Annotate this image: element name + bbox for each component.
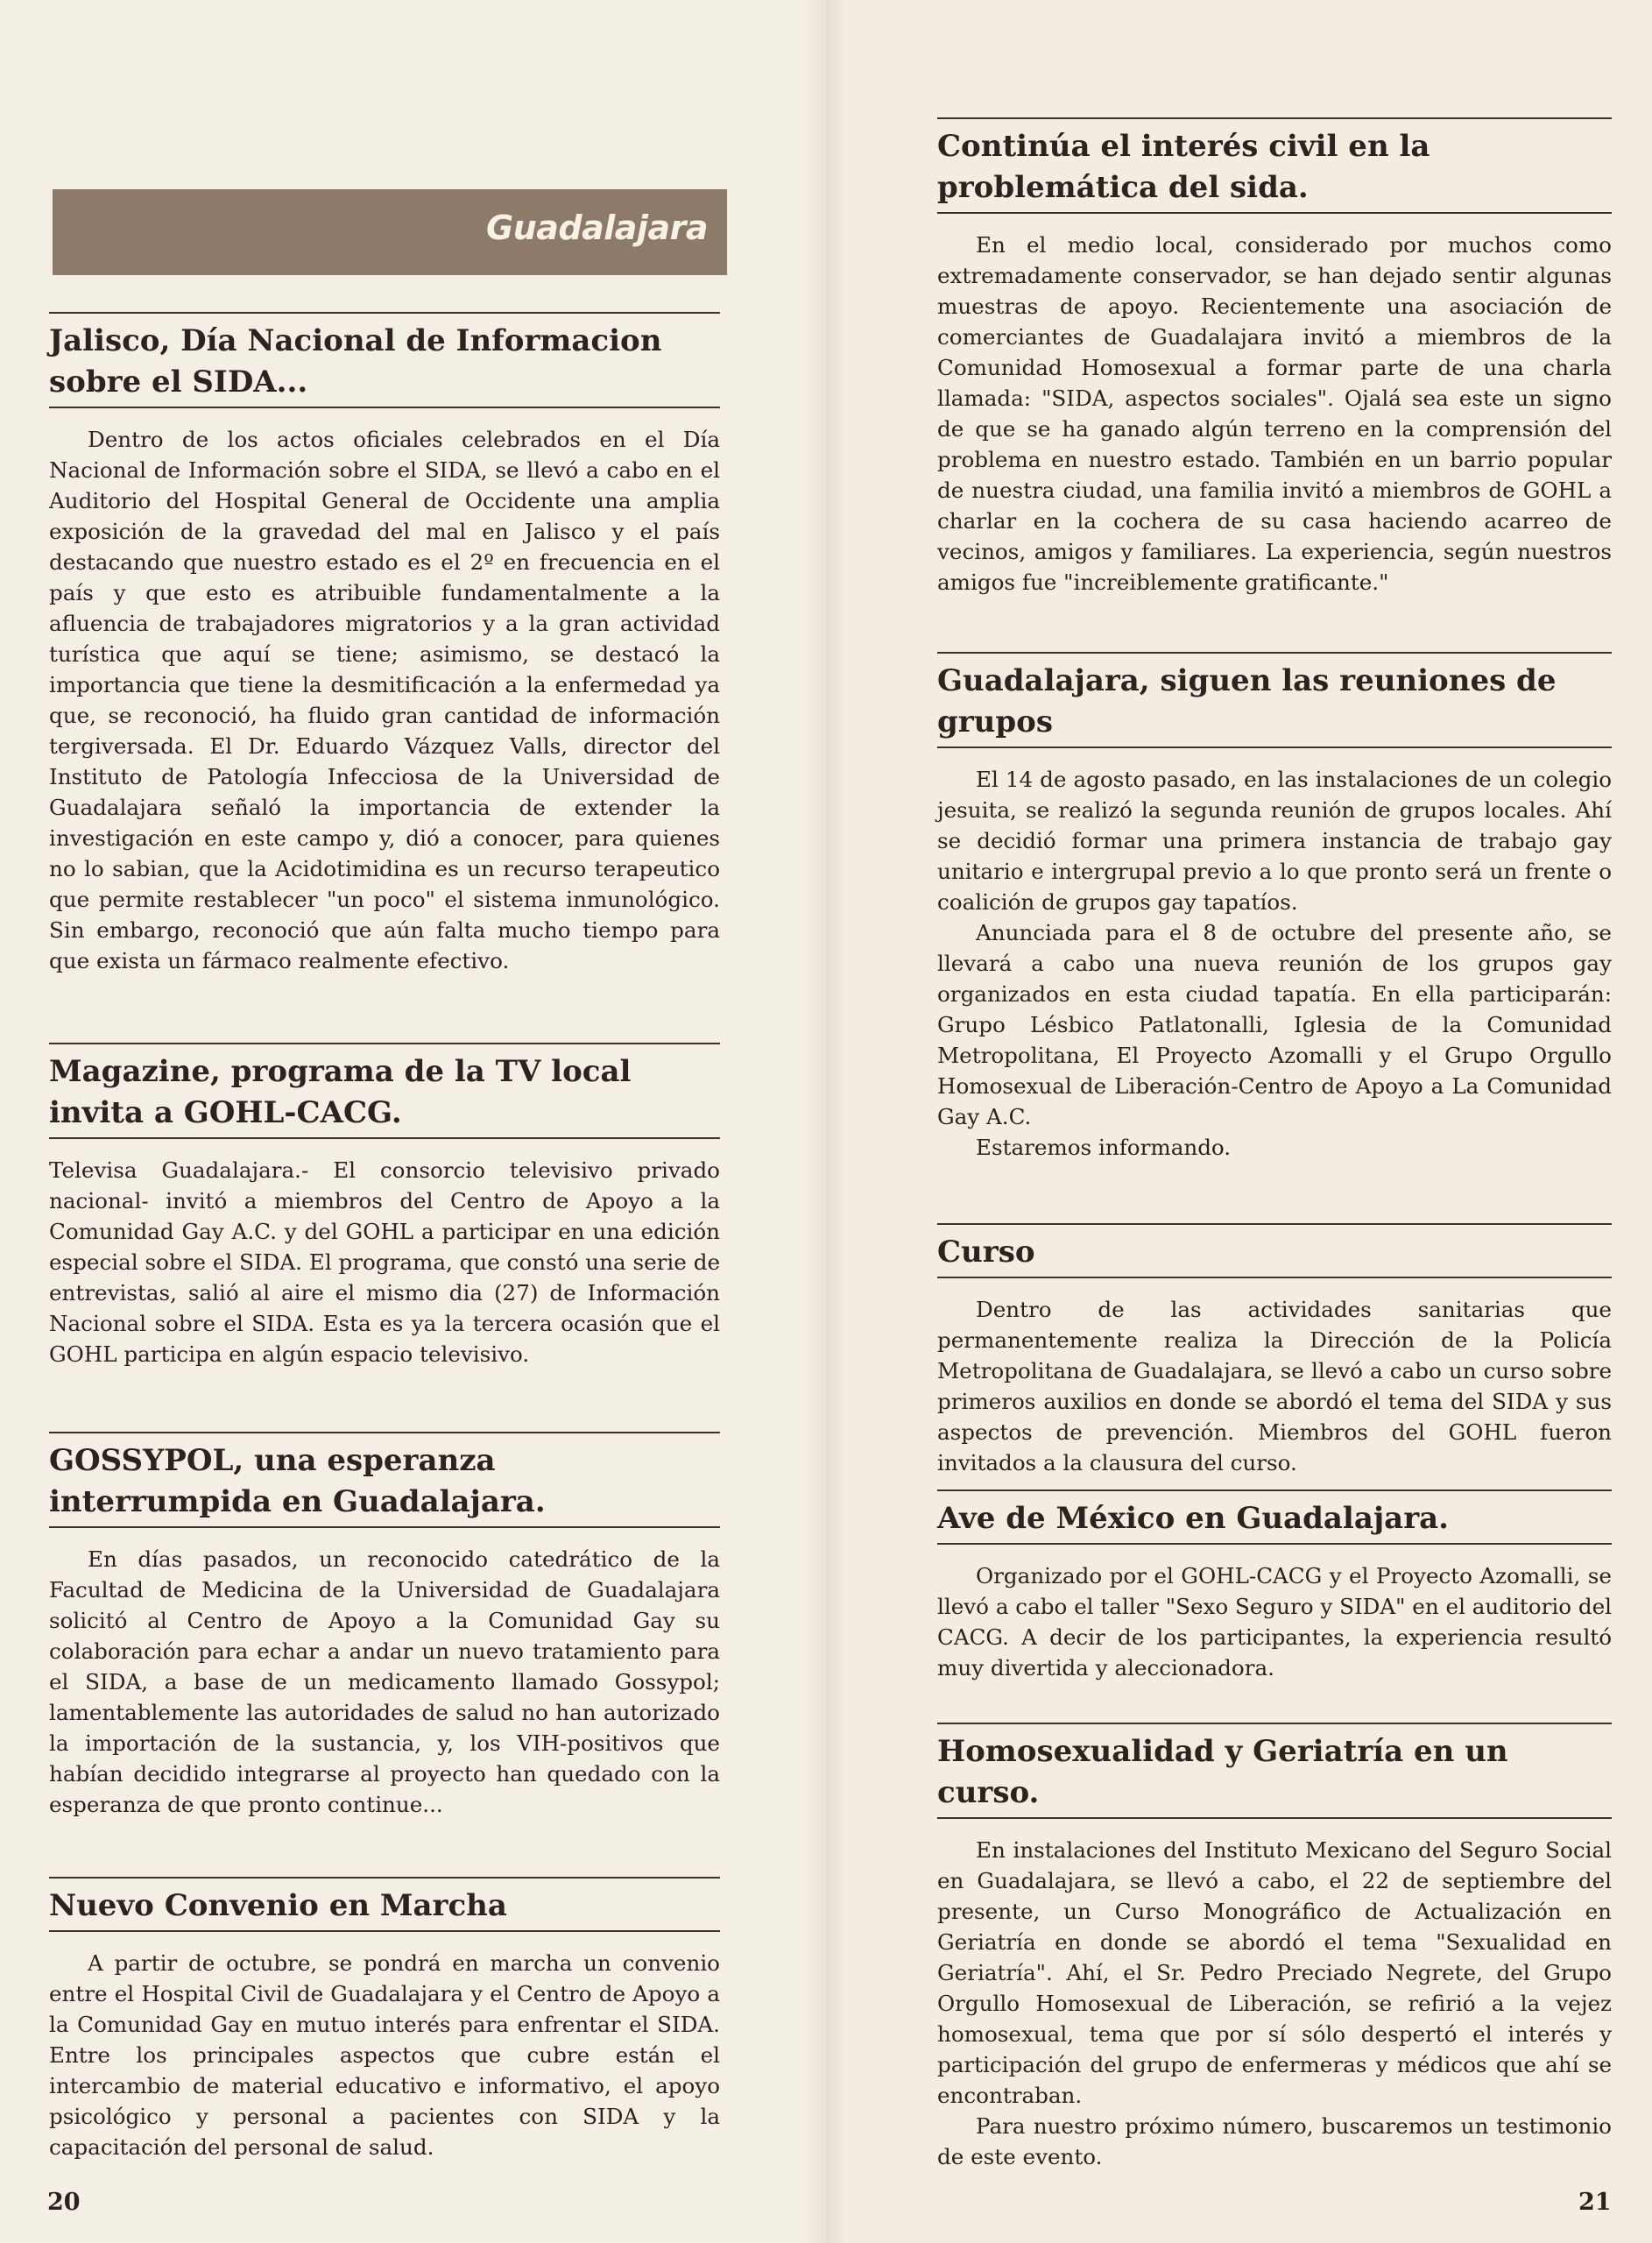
section-banner [53,189,727,275]
article-paragraph: A partir de octubre, se pondrá en marcha un convenio entre el Hospital Civil de Guadalajara y el Centro de Apoyo a la Comunidad Gay en mutuo interés para enfrentar el SIDA. Entre los principales aspectos que cubre están el intercambio de material educativo e informativo, el apoyo psicológico y personal a pacientes con SIDA y la capacitación del personal de salud. [49,1950,720,2160]
section-banner-label: Guadalajara [486,209,708,247]
article-body [49,1155,720,1369]
article-jalisco-dia-nacional [49,312,720,976]
rule [937,1543,1612,1545]
page-number-right: 21 [1578,2189,1612,2216]
article-interes-civil [937,117,1612,598]
article-paragraph: Anunciada para el 8 de octubre del presente año, se llevará a cabo una nueva reunión de los grupos gay organizados en esta ciudad tapatía. En ella participarán: Grupo Lésbico Patlatonalli, Iglesia de la Comunidad Metropolitana, El Proyecto Azomalli y el Grupo Orgullo Homosexual de Liberación-Centro de Apoyo a La Comunidad Gay A.C. [937,920,1612,1129]
rule [937,117,1612,119]
article-paragraph: En días pasados, un reconocido catedrático de la Facultad de Medicina de la Universidad de Guadalajara solicitó al Centro de Apoyo a la Comunidad Gay su colaboración para echar a andar un nuevo tratamiento para el SIDA, a base de un medicamento llamado Gossypol; lamentablemente las autoridades de salud no han autorizado la importación de la sustancia, y, los VIH-positivos que habían decidido integrarse al proyecto han quedado con la esperanza de que pronto continue... [49,1546,720,1817]
article-body [49,1544,720,1820]
rule [937,1489,1612,1491]
article-headline: Magazine, programa de la TV local invita a GOHL-CACG. [49,1054,632,1130]
article-curso [937,1223,1612,1478]
rule [937,746,1612,748]
article-headline: Ave de México en Guadalajara. [937,1501,1449,1536]
rule [937,1223,1612,1225]
article-headline: Jalisco, Día Nacional de Informacion sobre el SIDA... [49,323,662,400]
article-body [937,1560,1612,1683]
rule [49,1137,720,1139]
article-paragraph: En el medio local, considerado por muchos como extremadamente conservador, se han dejado sentir algunas muestras de apoyo. Recientemente una asociación de comerciantes de Guadalajara invitó a miembros de la Comunidad Homosexual a formar parte de una charla llamada: "SIDA, aspectos sociales". Ojalá sea este un signo de que se ha ganado algún terreno en la comprensión del problema en nuestro estado. También en un barrio popular de nuestra ciudad, una familia invitó a miembros de GOHL a charlar en la cochera de su casa haciendo acarreo de vecinos, amigos y familiares. La experiencia, según nuestros amigos fue "increiblemente gratificante." [937,232,1612,595]
rule [49,1526,720,1528]
page-number-left: 20 [47,2189,81,2216]
rule [49,1432,720,1433]
rule [49,1930,720,1932]
rule [49,312,720,314]
article-reuniones-grupos [937,652,1612,1163]
article-body [49,1948,720,2162]
article-headline: GOSSYPOL, una esperanza interrumpida en Guadalajara. [49,1443,546,1519]
article-headline: Curso [937,1235,1035,1270]
rule [937,1277,1612,1278]
article-body [937,1835,1612,2172]
rule [49,1877,720,1879]
article-paragraph: Televisa Guadalajara.- El consorcio televisivo privado nacional- invitó a miembros del Centro de Apoyo a la Comunidad Gay A.C. y del GOHL a participar en una edición especial sobre el SIDA. El programa, que constó una serie de entrevistas, salió al aire el mismo dia (27) de Información Nacional sobre el SIDA. Esta es ya la tercera ocasión que el GOHL participa en algún espacio televisivo. [49,1157,720,1367]
article-paragraph: Dentro de las actividades sanitarias que permanentemente realiza la Dirección de la Policía Metropolitana de Guadalajara, se llevó a cabo un curso sobre primeros auxilios en donde se abordó el tema del SIDA y sus aspectos de prevención. Miembros del GOHL fueron invitados a la clausura del curso. [937,1297,1612,1475]
rule [49,407,720,408]
article-magazine-tv [49,1043,720,1369]
article-headline: Guadalajara, siguen las reuniones de grupos [937,663,1557,739]
article-headline: Homosexualidad y Geriatría en un curso. [937,1734,1508,1810]
article-ave-de-mexico [937,1489,1612,1683]
rule [937,652,1612,654]
rule [937,1817,1612,1819]
article-homosexualidad-geriatria [937,1723,1612,2172]
article-paragraph: Organizado por el GOHL-CACG y el Proyecto Azomalli, se llevó a cabo el taller "Sexo Seguro y SIDA" en el auditorio del CACG. A decir de los participantes, la experiencia resultó muy divertida y aleccionadora. [937,1563,1612,1680]
article-body [49,424,720,976]
page-gutter [806,0,846,2243]
article-paragraph: Para nuestro próximo número, buscaremos un testimonio de este evento. [937,2113,1612,2169]
article-paragraph: En instalaciones del Instituto Mexicano del Seguro Social en Guadalajara, se llevó a cabo, el 22 de septiembre del presente, un Curso Monográfico de Actualización en Geriatría en donde se abordó el tema "Sexualidad en Geriatría". Ahí, el Sr. Pedro Preciado Negrete, del Grupo Orgullo Homosexual de Liberación, se refirió a la vejez homosexual, tema que por sí sólo despertó el interés y participación del grupo de enfermeras y médicos que ahí se encontraban. [937,1837,1612,2108]
article-paragraph: Dentro de los actos oficiales celebrados en el Día Nacional de Información sobre el SIDA, se llevó a cabo en el Auditorio del Hospital General de Occidente una amplia exposición de la gravedad del mal en Jalisco y el país destacando que nuestro estado es el 2º en frecuencia en el país y que esto es atribuible fundamentalmente a la afluencia de trabajadores migratorios y a la gran actividad turística que aquí se tiene; asimismo, se destacó la importancia que tiene la desmitificación a la enfermedad ya que, se reconoció, ha fluido gran cantidad de información tergiversada. El Dr. Eduardo Vázquez Valls, director del Instituto de Patología Infecciosa de la Universidad de Guadalajara señaló la importancia de extender la investigación en este campo y, dió a conocer, para quienes no lo sabian, que la Acidotimidina es un recurso terapeutico que permite restablecer "un poco" el sistema inmunológico. Sin embargo, reconoció que aún falta mucho tiempo para que exista un fármaco realmente efectivo. [49,427,720,973]
article-paragraph: El 14 de agosto pasado, en las instalaciones de un colegio jesuita, se realizó la segunda reunión de grupos locales. Ahí se decidió formar una primera instancia de trabajo gay unitario e intergrupal previo a lo que pronto será un frente o coalición de grupos gay tapatíos. [937,767,1612,915]
article-nuevo-convenio [49,1877,720,2162]
article-headline: Continúa el interés civil en la problemática del sida. [937,129,1430,205]
article-body [937,230,1612,598]
rule [937,212,1612,214]
article-paragraph: Estaremos informando. [976,1135,1232,1160]
rule [49,1043,720,1044]
article-body [937,764,1612,1163]
article-body [937,1294,1612,1478]
article-headline: Nuevo Convenio en Marcha [49,1888,507,1923]
rule [937,1723,1612,1724]
article-gossypol [49,1432,720,1820]
